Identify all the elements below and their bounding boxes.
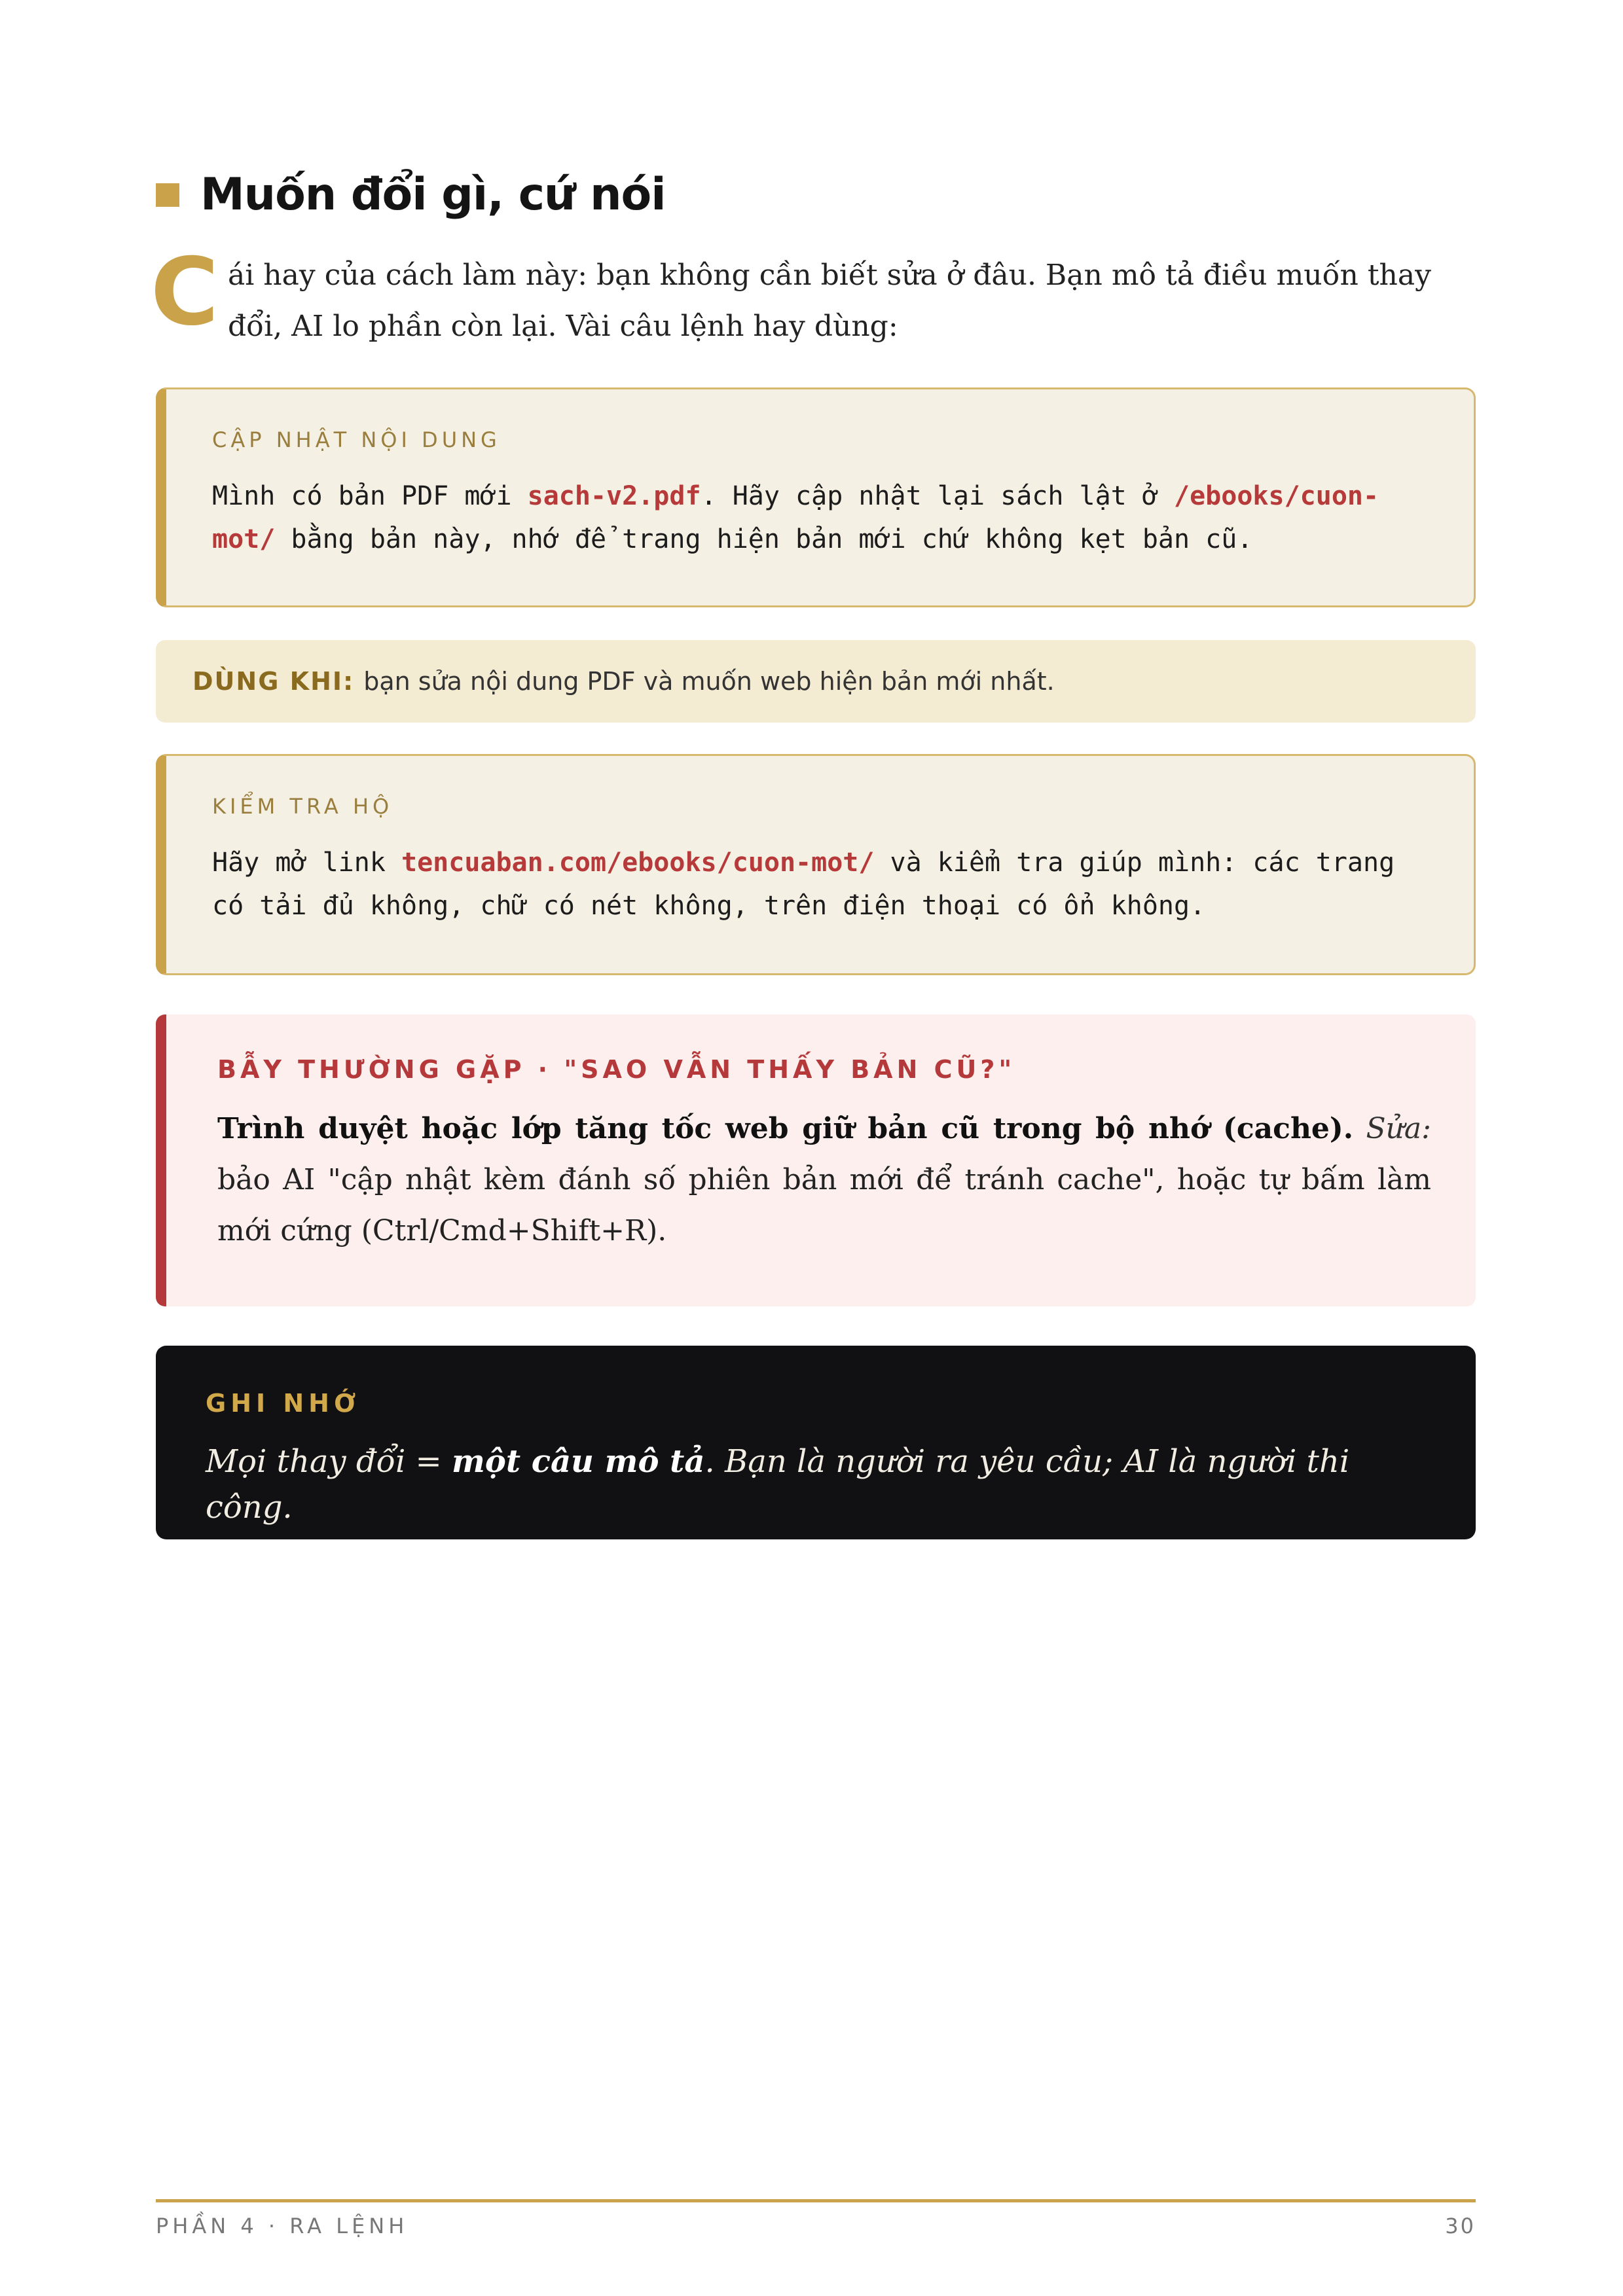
- usage-text: bạn sửa nội dung PDF và muốn web hiện bản mới nhất.: [363, 667, 1055, 696]
- prompt-card-update: [156, 387, 1476, 607]
- usage-label: DÙNG KHI:: [192, 667, 355, 696]
- heading-title: Muốn đổi gì, cứ nói: [200, 169, 666, 221]
- page-number: 30: [1445, 2214, 1476, 2238]
- section-heading: [156, 169, 666, 221]
- prompt-card-check: [156, 754, 1476, 975]
- trap-warning-card: [156, 1014, 1476, 1306]
- intro-text: ái hay của cách làm này: bạn không cần biết sửa ở đâu. Bạn mô tả điều muốn thay đổi, AI lo phần còn lại. Vài câu lệnh hay dùng:: [228, 259, 1431, 343]
- code-path: /ebooks/cuon-mot/: [212, 481, 1379, 554]
- note-body: Mọi thay đổi = một câu mô tả. Bạn là người ra yêu cầu; AI là người thi công.: [206, 1443, 1350, 1526]
- footer-divider: [156, 2199, 1476, 2202]
- note-label: GHI NHỚ: [206, 1389, 361, 1418]
- intro-paragraph: [151, 238, 1476, 360]
- usage-note: [156, 640, 1476, 723]
- prompt-body: Hãy mở link tencuaban.com/ebooks/cuon-mot/ và kiểm tra giúp mình: các trang có tải đủ không, chữ có nét không, trên điện thoại có ổn không.: [212, 848, 1395, 921]
- code-filename: sach-v2.pdf: [527, 481, 701, 511]
- footer-section-title: PHẦN 4 · RA LỆNH: [156, 2214, 409, 2238]
- prompt-label: CẬP NHẬT NỘI DUNG: [212, 427, 501, 452]
- prompt-body: Mình có bản PDF mới sach-v2.pdf. Hãy cập nhật lại sách lật ở /ebooks/cuon-mot/ bằng bản này, nhớ để trang hiện bản mới chứ không kẹt bản cũ.: [212, 481, 1379, 554]
- heading-square-marker: [156, 183, 179, 207]
- remember-note-card: [156, 1346, 1476, 1539]
- code-url: tencuaban.com/ebooks/cuon-mot/: [401, 848, 875, 878]
- prompt-label: KIỂM TRA HỘ: [212, 794, 393, 819]
- trap-label: BẪY THƯỜNG GẶP · "SAO VẪN THẤY BẢN CŨ?": [217, 1055, 1016, 1084]
- drop-cap: C: [151, 238, 219, 346]
- trap-body: Trình duyệt hoặc lớp tăng tốc web giữ bản cũ trong bộ nhớ (cache). Sửa: bảo AI "cập nhật kèm đánh số phiên bản mới để tránh cache", hoặc tự bấm làm mới cứng (Ctrl/Cmd+Shift+R).: [217, 1112, 1431, 1247]
